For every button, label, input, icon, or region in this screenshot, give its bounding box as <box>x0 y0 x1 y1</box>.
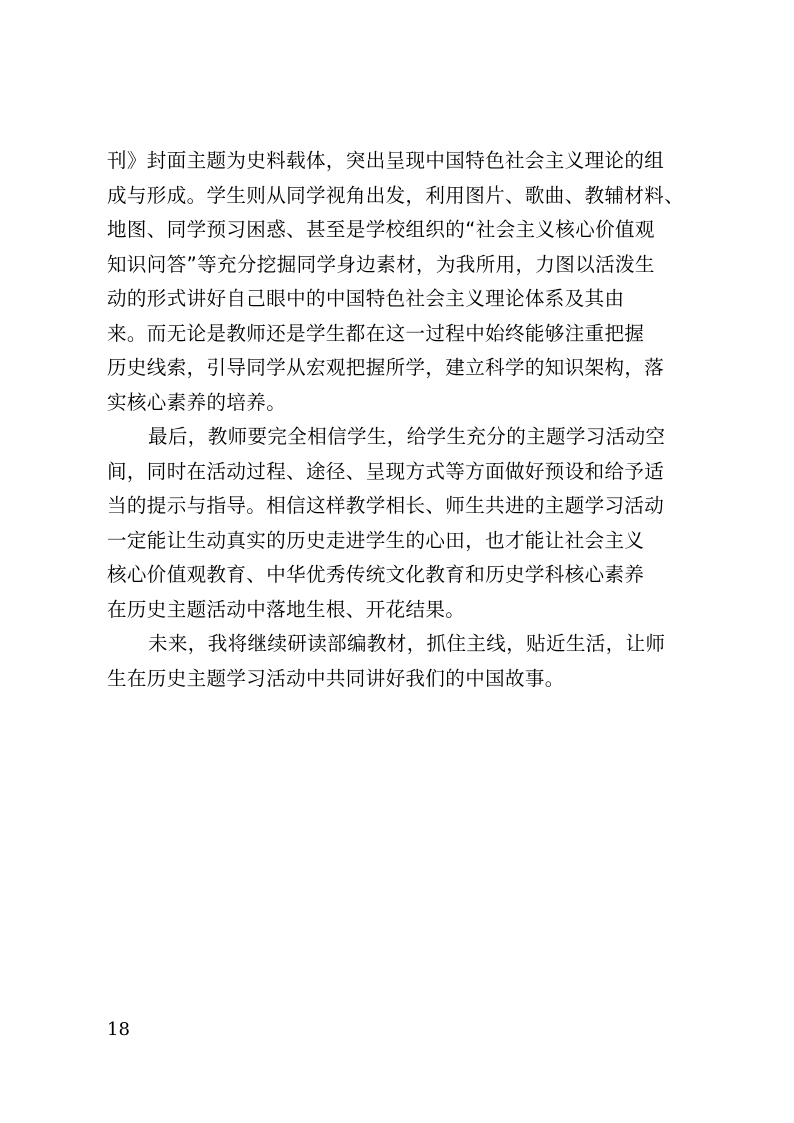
body-text <box>107 144 697 696</box>
text-line: 生在历史主题学习活动中共同讲好我们的中国故事。 <box>107 666 565 690</box>
text-line: 地图、同学预习困惑、甚至是学校组织的“社会主义核心价值观 <box>107 218 655 241</box>
text-line: 一定能让生动真实的历史走进学生的心田，也才能让社会主义 <box>107 528 645 552</box>
text-line: 历史线索，引导同学从宏观把握所学，建立科学的知识架构，落 <box>107 356 665 379</box>
text-line: 动的形式讲好自己眼中的中国特色社会主义理论体系及其由 <box>107 287 625 310</box>
text-line: 当的提示与指导。相信这样教学相长、师生共进的主题学习活动 <box>107 494 665 517</box>
text-line: 成与形成。学生则从同学视角出发，利用图片、歌曲、教辅材料、 <box>107 183 685 207</box>
text-line: 实核心素养的培养。 <box>107 390 287 414</box>
page-number: 18 <box>107 1019 130 1040</box>
paragraph-first-line: 最后，教师要完全相信学生，给学生充分的主题学习活动空 <box>148 425 666 448</box>
text-line: 间，同时在活动过程、途径、呈现方式等方面做好预设和给予适 <box>107 459 665 483</box>
text-line: 刊》封面主题为史料载体，突出呈现中国特色社会主义理论的组 <box>107 149 665 172</box>
text-line: 知识问答”等充分挖掘同学身边素材，为我所用，力图以活泼生 <box>107 252 655 276</box>
text-line: 在历史主题活动中落地生根、开花结果。 <box>107 597 466 621</box>
text-line: 核心价值观教育、中华优秀传统文化教育和历史学科核心素养 <box>107 563 645 586</box>
text-line: 来。而无论是教师还是学生都在这一过程中始终能够注重把握 <box>107 321 645 345</box>
paragraph-first-line: 未来，我将继续研读部编教材，抓住主线，贴近生活，让师 <box>148 632 666 655</box>
